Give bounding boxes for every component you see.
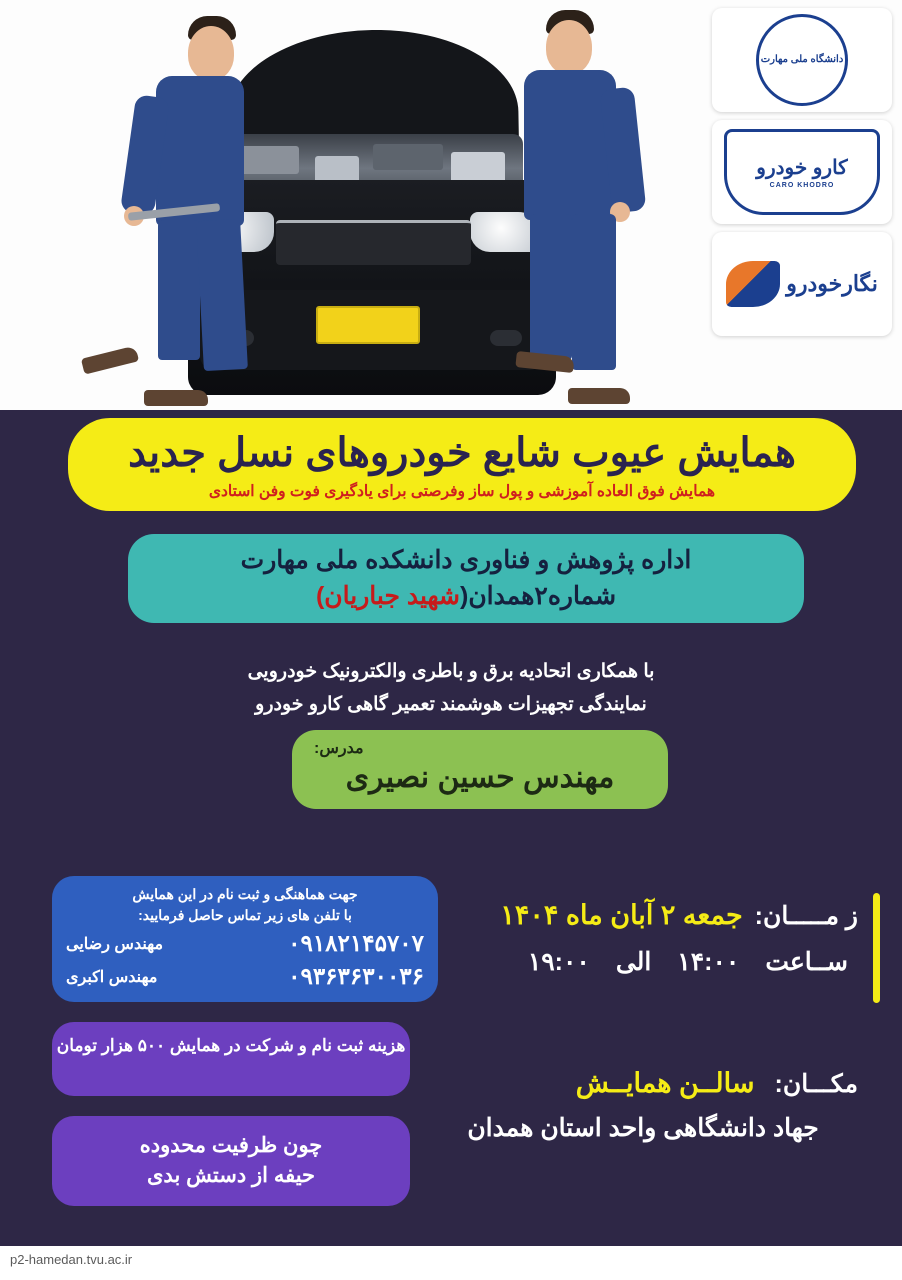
instructor-name: مهندس حسین نصیری — [345, 761, 615, 794]
schedule-hours-row — [438, 947, 858, 977]
organizer-line-2 — [142, 581, 790, 611]
venue-block — [428, 1068, 858, 1143]
person-head — [546, 20, 592, 74]
logo-mark — [726, 261, 878, 307]
schedule-block — [438, 900, 858, 977]
mechanic-person-right — [510, 2, 680, 410]
person-shoe — [81, 345, 139, 374]
logo-subtext: CARO KHODRO — [769, 182, 835, 189]
cooperation-line-2: نمایندگی تجهیزات هوشمند تعمیر گاهی کارو خودرو — [255, 694, 647, 716]
contact-row[interactable] — [66, 963, 424, 990]
license-plate — [316, 306, 420, 344]
contact-row[interactable] — [66, 930, 424, 957]
caro-khodro-logo — [712, 120, 892, 224]
person-leg — [196, 219, 248, 371]
hero-photo — [0, 0, 902, 410]
swoosh-icon — [726, 261, 780, 307]
organizer-box — [128, 534, 804, 623]
contact-name: مهندس اکبری — [66, 968, 158, 986]
hour-from: ۱۴:۰۰ — [677, 948, 740, 976]
person-head — [188, 26, 234, 80]
contact-name: مهندس رضایی — [66, 935, 164, 953]
person-leg — [530, 214, 572, 360]
hour-to: ۱۹:۰۰ — [527, 948, 590, 976]
venue-row — [428, 1068, 858, 1099]
place-label: مکـــان: — [774, 1070, 858, 1098]
capacity-line-2: حیفه از دستش بدی — [146, 1164, 316, 1187]
cooperation-block — [0, 655, 902, 722]
logo-text: نگارخودرو — [786, 271, 878, 296]
logo-mark — [756, 14, 848, 106]
person-leg — [158, 220, 200, 360]
person-shoe — [144, 390, 208, 406]
car-grille — [276, 220, 471, 265]
contact-box — [52, 876, 438, 1002]
accent-bar — [873, 893, 880, 1003]
title-banner — [68, 418, 856, 511]
logo-text: دانشگاه ملی مهارت — [760, 53, 844, 65]
footer-website[interactable]: p2-hamedan.tvu.ac.ir — [10, 1252, 133, 1267]
place-detail: جهاد دانشگاهی واحد استان همدان — [467, 1114, 819, 1142]
capacity-line-1: چون ظرفیت محدوده — [139, 1133, 323, 1157]
page-title: همایش عیوب شایع خودروهای نسل جدید — [128, 431, 796, 475]
organizer-branch-name: شهید جباریان) — [315, 581, 460, 610]
page-subtitle: همایش فوق العاده آموزشی و پول ساز وفرصتی برای یادگیری فوت وفن استادی — [208, 483, 716, 500]
person-leg — [572, 214, 616, 370]
fee-box — [52, 1022, 410, 1096]
place-value: سالــن همایــش — [575, 1068, 755, 1098]
contact-intro-1: جهت هماهنگی و ثبت نام در این همایش — [132, 886, 358, 902]
organizer-branch-prefix: شماره۲همدان( — [460, 581, 617, 610]
contact-phone[interactable]: ۰۹۳۶۳۶۳۰۰۳۶ — [288, 963, 424, 989]
event-date: جمعه ۲ آبان ماه ۱۴۰۴ — [500, 900, 743, 930]
logo-text: کارو خودرو — [756, 157, 848, 179]
instructor-box — [292, 730, 668, 809]
organizer-line-1: اداره پژوهش و فناوری دانشکده ملی مهارت — [240, 546, 692, 574]
person-shoe — [568, 388, 630, 404]
logo-mark — [724, 129, 880, 215]
cooperation-line-1: با همکاری اتحادیه برق و باطری والکترونیک خودرویی — [247, 661, 655, 682]
engine-part — [373, 144, 443, 170]
negar-khodro-logo — [712, 232, 892, 336]
time-label: ز مـــــان: — [754, 902, 858, 930]
hour-joiner: الی — [615, 948, 652, 976]
contact-intro-2: با تلفن های زیر تماس حاصل فرمایید: — [138, 907, 352, 923]
contact-phone[interactable]: ۰۹۱۸۲۱۴۵۷۰۷ — [288, 930, 424, 956]
capacity-box — [52, 1116, 410, 1206]
hour-label: ســاعت — [765, 948, 848, 976]
footer-bar — [0, 1246, 902, 1280]
schedule-date-row — [438, 900, 858, 931]
mechanic-person-left — [84, 10, 254, 410]
instructor-label: مدرس: — [314, 740, 364, 757]
fee-text: هزینه ثبت نام و شرکت در همایش ۵۰۰ هزار تومان — [56, 1036, 406, 1055]
national-skills-university-logo — [712, 8, 892, 112]
person-torso — [156, 76, 244, 226]
